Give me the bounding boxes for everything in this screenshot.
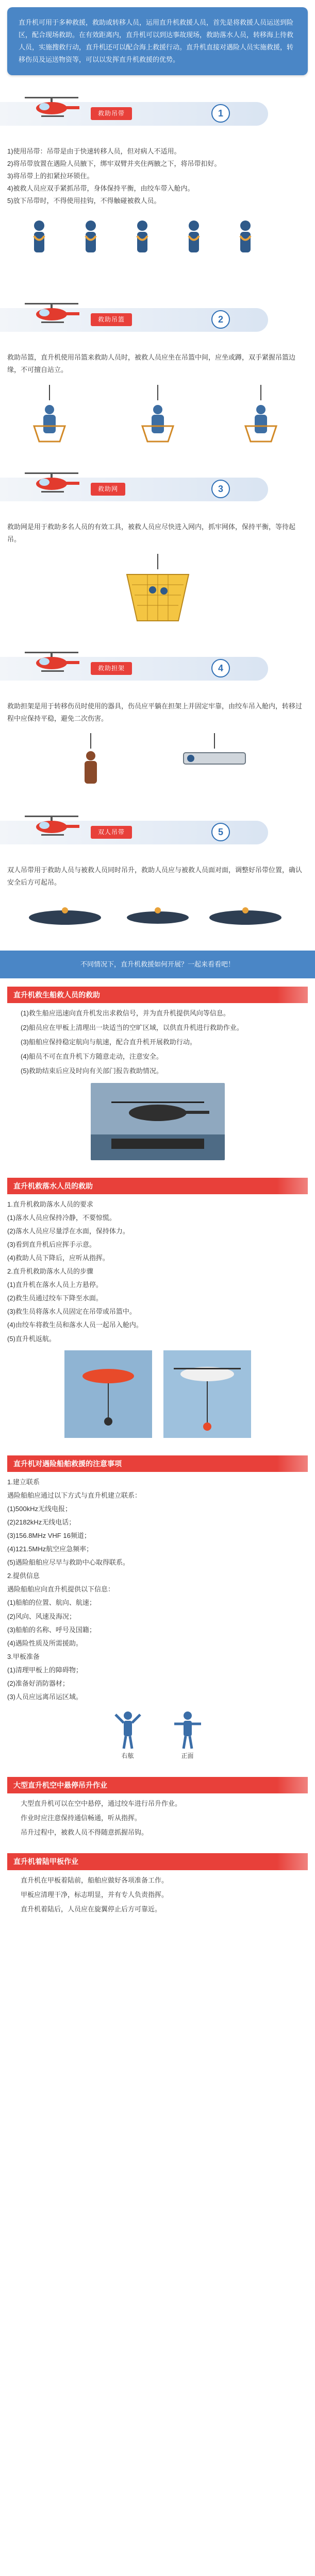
paragraph: 大型直升机可以在空中悬停，通过绞车进行吊升作业。 bbox=[21, 1800, 182, 1808]
mid-banner: 不同情况下，直升机救援如何开展？一起来看看吧！ bbox=[0, 951, 315, 978]
figure-label: 右舷 bbox=[121, 1752, 134, 1759]
footer-space bbox=[0, 1922, 315, 1942]
rescue-stretcher-illustration bbox=[44, 733, 271, 790]
section-title: 直升机救生船救人员的救助 bbox=[7, 987, 308, 1004]
section-ship-rescue bbox=[0, 987, 315, 1170]
method-illustration bbox=[0, 549, 315, 631]
method-text: 救助网是用于救助多名人员的有效工具，被救人员应尽快进入网内，抓牢网体，保持平衡，等待起吊。 bbox=[7, 522, 296, 543]
rescue-net-illustration bbox=[106, 554, 209, 626]
text-line: (3)156.8MHz VHF 16频道； bbox=[7, 1532, 91, 1540]
method-number: 5 bbox=[211, 823, 230, 841]
method-tag: 救助担架 bbox=[91, 662, 132, 675]
paragraph: 作业时应注意保持通信畅通，听从指挥。 bbox=[21, 1814, 142, 1822]
signal-figure-right bbox=[112, 1709, 143, 1761]
text-line: 遇险船舶应通过以下方式与直升机建立联系： bbox=[7, 1492, 142, 1500]
method-illustration bbox=[0, 210, 315, 282]
text-line: (4)救助人员下降后，应听从指挥。 bbox=[7, 1254, 109, 1262]
text-line: (1)船舶的位置、航向、航速； bbox=[7, 1599, 96, 1607]
method-number: 4 bbox=[211, 659, 230, 677]
method-block-3 bbox=[0, 456, 315, 635]
text-line: (2)风向、风速及海况； bbox=[7, 1612, 76, 1620]
paragraph: 直升机着陆后，人员应在旋翼停止后方可靠近。 bbox=[21, 1905, 162, 1913]
method-text: 双人吊带用于救助人员与被救人员同时吊升，救助人员应与被救人员面对面，调整好吊带位置，确认安全后方可起吊。 bbox=[7, 866, 303, 886]
rescue-sling-illustration bbox=[19, 215, 297, 277]
section-title: 大型直升机空中悬停吊升作业 bbox=[7, 1777, 308, 1794]
text-line: (2)落水人员应尽量浮在水面，保持体力。 bbox=[7, 1227, 129, 1235]
method-banner bbox=[0, 87, 315, 143]
text-line: (2)2182kHz无线电话； bbox=[7, 1518, 76, 1527]
text-line: 2.提供信息 bbox=[7, 1572, 40, 1580]
intro-section bbox=[0, 0, 315, 80]
text-line: (3)人员应远离吊运区域。 bbox=[7, 1692, 82, 1701]
paragraph: 甲板应清理干净，标志明显，并有专人负责指挥。 bbox=[21, 1891, 169, 1899]
water-rescue-photo-2 bbox=[163, 1350, 251, 1438]
method-tag: 救助吊带 bbox=[91, 107, 132, 120]
text-line: 3.甲板准备 bbox=[7, 1652, 40, 1660]
figure-label: 正面 bbox=[181, 1752, 194, 1759]
method-block-5 bbox=[0, 799, 315, 942]
photos-row bbox=[7, 1350, 308, 1438]
paragraph: 直升机在甲板着陆前，船舶应做好各项准备工作。 bbox=[21, 1876, 169, 1884]
text-line: (2)准备好消防器材； bbox=[7, 1679, 69, 1687]
helicopter-icon bbox=[21, 649, 82, 680]
method-tag: 救助吊篮 bbox=[91, 313, 132, 326]
method-illustration bbox=[0, 380, 315, 452]
rescue-basket-illustration bbox=[19, 385, 297, 447]
text-line: (2)救生员通过绞车下降至水面。 bbox=[7, 1294, 103, 1302]
helicopter-icon bbox=[21, 812, 82, 843]
paragraph: (3)船舶应保持稳定航向与航速，配合直升机开展救助行动。 bbox=[21, 1038, 196, 1046]
method-number: 2 bbox=[211, 310, 230, 329]
text-line: (1)500kHz无线电报； bbox=[7, 1505, 72, 1513]
method-banner bbox=[0, 641, 315, 698]
paragraph: (1)救生船应迅速向直升机发出求救信号，并为直升机提供风向等信息。 bbox=[21, 1009, 230, 1018]
method-tag: 双人吊带 bbox=[91, 826, 132, 839]
water-rescue-photo-1 bbox=[64, 1350, 152, 1438]
text-line: (1)清理甲板上的障碍物； bbox=[7, 1666, 82, 1674]
method-tag: 救助网 bbox=[91, 483, 125, 496]
method-text: 救助吊篮，直升机使用吊篮来救助人员时，被救人员应坐在吊篮中间，应坐或蹲，双手紧握吊篮边缘，不可擅自站立。 bbox=[7, 353, 296, 374]
method-block-1 bbox=[0, 80, 315, 286]
person-signal-icon bbox=[112, 1709, 143, 1751]
signal-figures bbox=[7, 1709, 308, 1761]
paragraph: 吊升过程中，被救人员不得随意抓握吊钩。 bbox=[21, 1828, 148, 1837]
section-hover-hoist bbox=[0, 1777, 315, 1845]
text-line: 遇险船舶应向直升机提供以下信息： bbox=[7, 1585, 115, 1594]
text-line: (1)直升机在落水人员上方悬停。 bbox=[7, 1281, 103, 1289]
method-banner bbox=[0, 462, 315, 519]
intro-box: 直升机可用于多种救援，救助或转移人员，运用直升机救援人员，首先是将救援人员运送到险区，配合现场救助。在有效距离内，直升机可以到达事故现场，救助落水人员，转移海上待救人员，实施搜救行动，直升机还可以配合海上救援行动。直升机直接对遇险人员实施救援，转移伤员及运送物资等，可以以发挥直升机救援的优势。 bbox=[7, 7, 308, 75]
text-line: (5)遇险船舶应尽早与救助中心取得联系。 bbox=[7, 1558, 129, 1567]
text-line: (1)落水人员应保持冷静，不要惊慌。 bbox=[7, 1214, 116, 1222]
method-number: 3 bbox=[211, 480, 230, 498]
method-text: 救助担架是用于转移伤员时使用的器具，伤员应平躺在担架上并固定牢靠，由绞车吊入舱内，转移过程中应保持平稳，避免二次伤害。 bbox=[7, 702, 303, 722]
method-text: 1)使用吊带：吊带是由于快速转移人员，但对病人不适用。 2)将吊带放置在遇险人员腋下，绑牢双臂并夹住两腋之下，将吊带扣好。 3)将吊带上的扣紧拉环锁住。 4)被救人员应双手紧抓吊带，身体保持平衡，由绞车带入舱内。 5)放下吊带时，不得使用挂钩，不得触碰被救人员。 bbox=[7, 147, 221, 205]
section-ship-notes bbox=[0, 1455, 315, 1769]
section-water-rescue bbox=[0, 1178, 315, 1447]
section-title: 直升机对遇险船舶救援的注意事项 bbox=[7, 1455, 308, 1472]
section-title: 直升机救落水人员的救助 bbox=[7, 1178, 308, 1195]
helicopter-icon bbox=[21, 300, 82, 331]
method-illustration bbox=[0, 892, 315, 938]
double-sling-illustration bbox=[19, 897, 297, 933]
helicopter-ship-photo bbox=[91, 1083, 225, 1160]
helicopter-icon bbox=[21, 94, 82, 125]
text-line: (4)由绞车将救生员和落水人员一起吊入舱内。 bbox=[7, 1321, 143, 1329]
section-deck-landing bbox=[0, 1853, 315, 1922]
text-line: (4)遇险性质及所需援助。 bbox=[7, 1639, 82, 1647]
helicopter-icon bbox=[21, 469, 82, 500]
text-line: 2.直升机救助落水人员的步骤 bbox=[7, 1267, 93, 1276]
paragraph: (5)救助结束后应及时向有关部门报告救助情况。 bbox=[21, 1067, 163, 1075]
text-line: (5)直升机返航。 bbox=[7, 1334, 56, 1343]
method-banner bbox=[0, 293, 315, 349]
paragraph: (4)船员不可在直升机下方随意走动，注意安全。 bbox=[21, 1053, 163, 1061]
signal-figure-front bbox=[172, 1709, 203, 1761]
text-line: (3)船舶的名称、呼号及国籍； bbox=[7, 1625, 96, 1634]
text-line: (4)121.5MHz航空应急频率； bbox=[7, 1545, 93, 1553]
section-title: 直升机着陆甲板作业 bbox=[7, 1853, 308, 1870]
method-banner bbox=[0, 805, 315, 862]
method-number: 1 bbox=[211, 104, 230, 123]
method-illustration bbox=[0, 728, 315, 795]
text-line: (3)救生员将落水人员固定在吊带或吊篮中。 bbox=[7, 1308, 136, 1316]
method-block-4 bbox=[0, 635, 315, 799]
paragraph: (2)船员应在甲板上清理出一块适当的空旷区域，以供直升机进行救助作业。 bbox=[21, 1024, 243, 1032]
method-block-2 bbox=[0, 286, 315, 455]
text-line: (3)看到直升机后应挥手示意。 bbox=[7, 1241, 96, 1249]
text-line: 1.直升机救助落水人员的要求 bbox=[7, 1200, 93, 1209]
text-line: 1.建立联系 bbox=[7, 1478, 40, 1486]
person-signal-icon bbox=[172, 1709, 203, 1751]
